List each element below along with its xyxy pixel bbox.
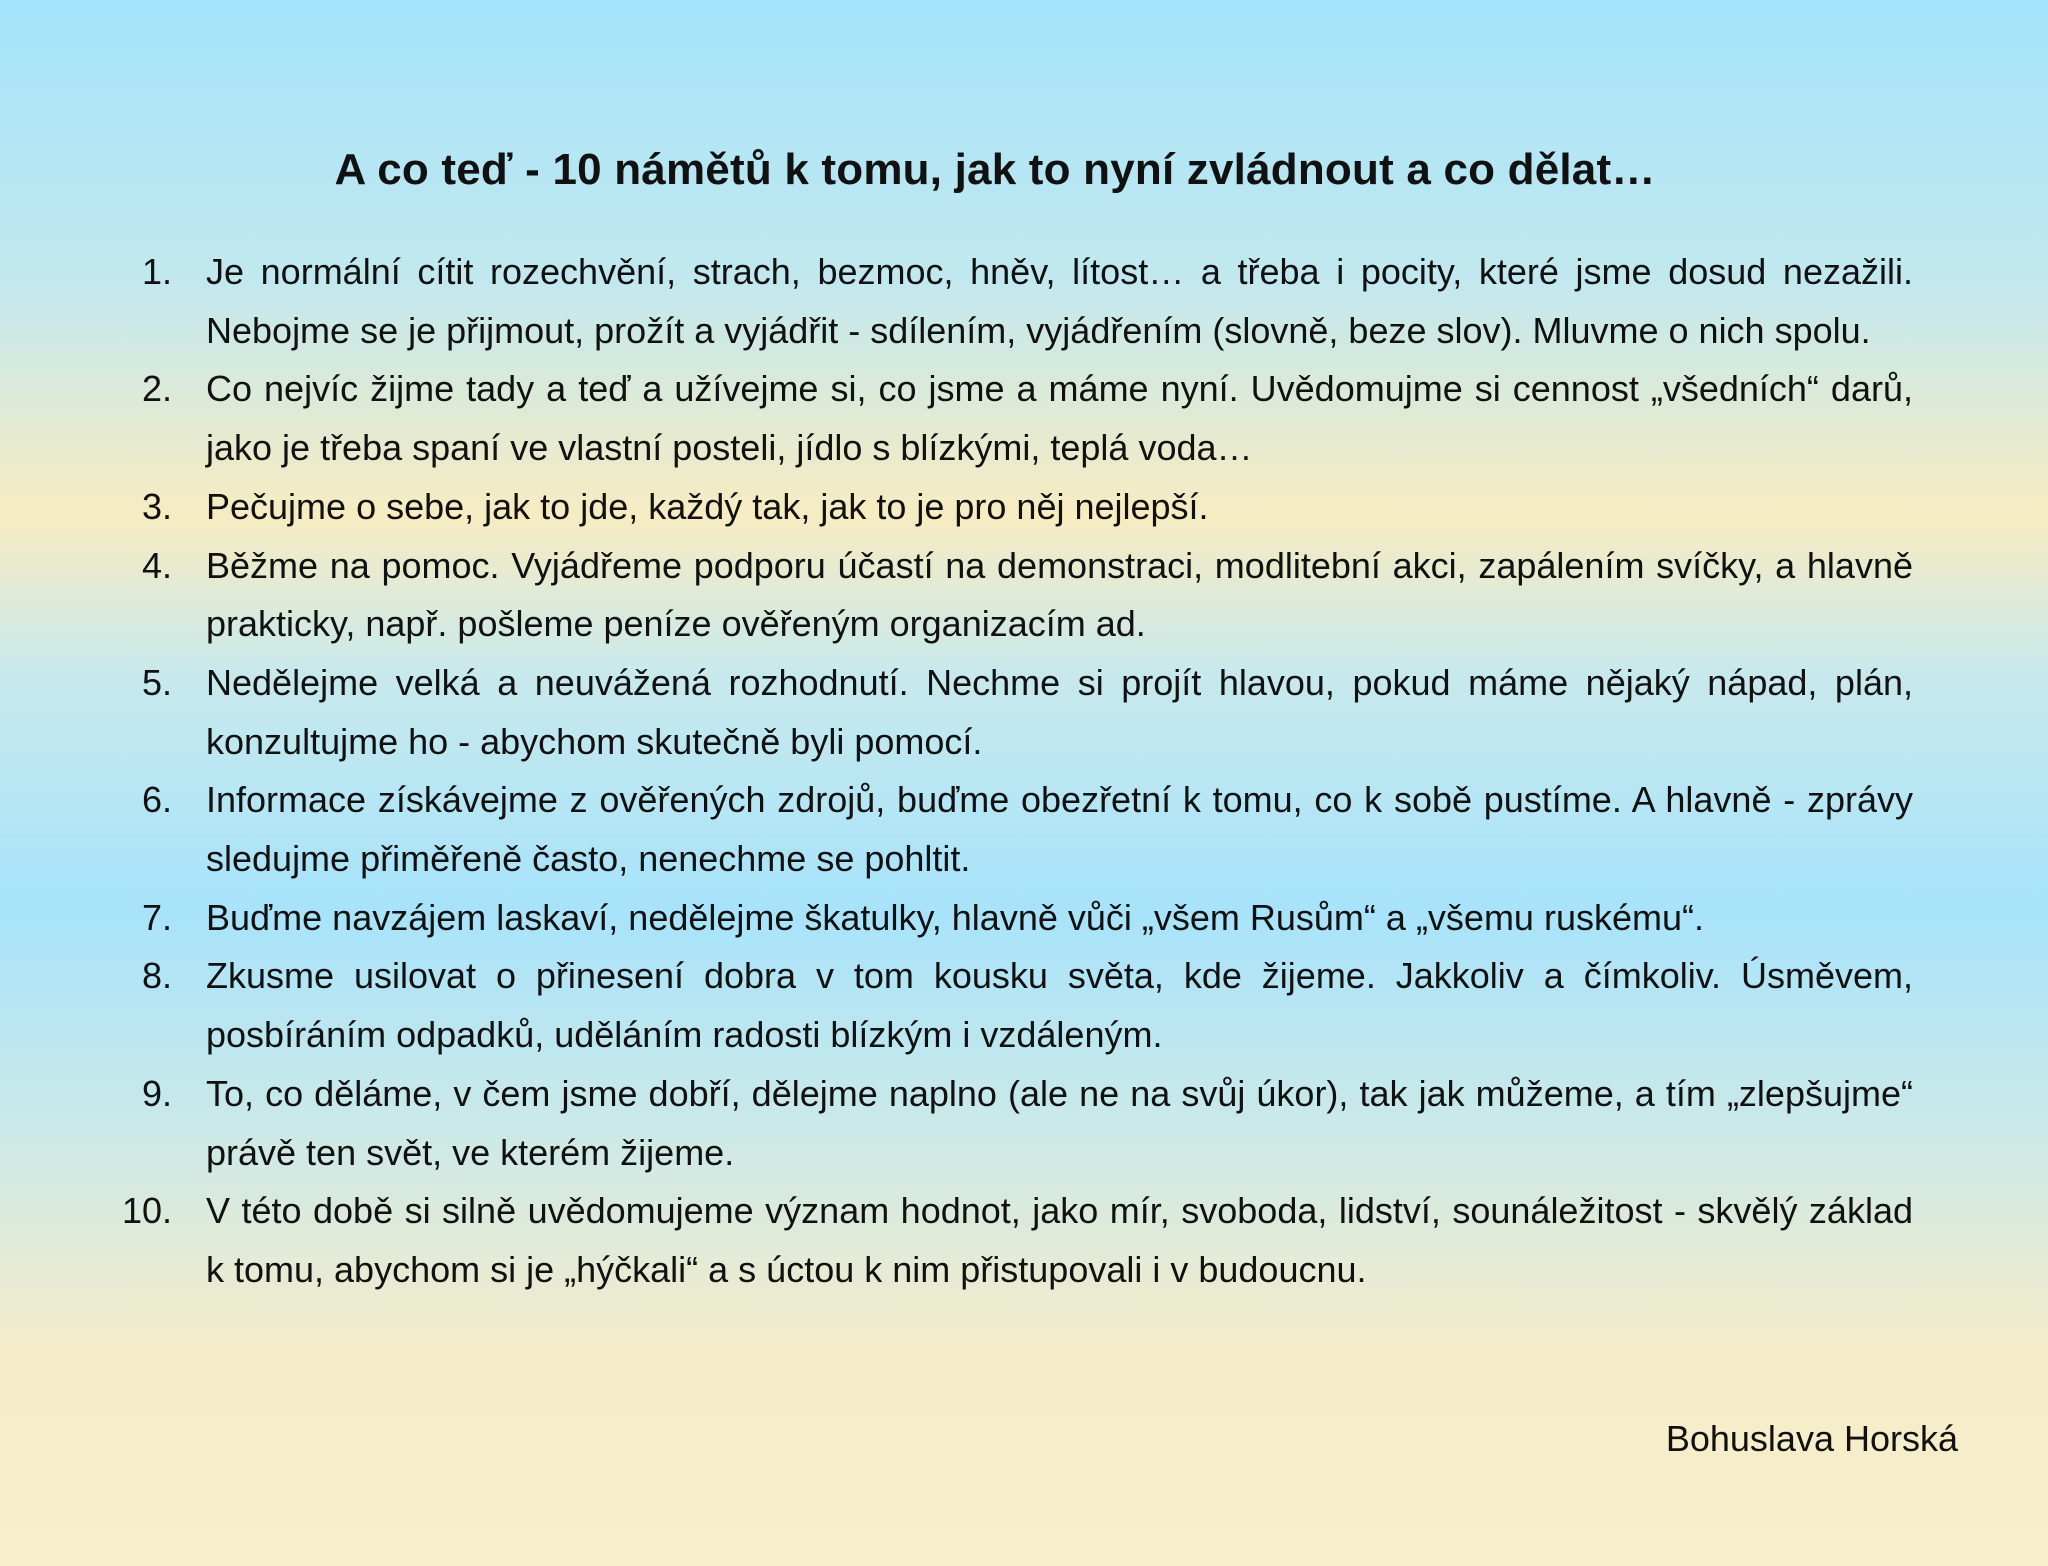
list-item-text: Je normální cítit rozechvění, strach, bezmoc, hněv, lítost… a třeba i pocity, které jsme dosud nezažili. Nebojme se je přijmout, prožít a vyjádřit - sdílením, vyjádřením (slovně, beze slov). Mluvme o nich spolu.: [206, 251, 1913, 351]
list-item-number: 8.: [141, 955, 172, 997]
list-item: [0, 771, 1913, 888]
list-item-number: 4.: [141, 544, 172, 586]
document-title: A co teď - 10 námětů k tomu, jak to nyní zvládnout a co dělat…: [334, 145, 1656, 194]
list-item-number: 2.: [141, 368, 172, 410]
list-item: [0, 537, 1913, 654]
list-item-number: 9.: [141, 1072, 172, 1114]
list-item: [0, 1065, 1913, 1182]
list-item-text: To, co děláme, v čem jsme dobří, dělejme naplno (ale ne na svůj úkor), tak jak můžeme, a tím „zlepšujme“ právě ten svět, ve kterém žijeme.: [206, 1072, 1913, 1173]
list-item: [0, 243, 1913, 360]
list-item: [0, 478, 1913, 537]
list-item-text: Buďme navzájem laskaví, nedělejme škatulky, hlavně vůči „všem Rusům“ a „všemu ruskému“.: [206, 896, 1704, 938]
list-item-number: 3.: [141, 485, 172, 527]
list-item: [0, 889, 1913, 948]
list-item-number: 6.: [141, 779, 172, 821]
list-item-text: V této době si silně uvědomujeme význam hodnot, jako mír, svoboda, lidství, sounáležitost - skvělý základ k tomu, abychom si je „hýčkali“ a s úctou k nim přistupovali i v budoucnu.: [206, 1190, 1913, 1290]
list-item-number: 1.: [141, 251, 172, 292]
list-item-number: 5.: [141, 661, 172, 703]
list-item-text: Informace získávejme z ověřených zdrojů, buďme obezřetní k tomu, co k sobě pustíme. A hlavně - zprávy sledujme přiměřeně často, nenechme se pohltit.: [206, 779, 1913, 880]
list-item-text: Pečujme o sebe, jak to jde, každý tak, jak to je pro něj nejlepší.: [206, 485, 1209, 527]
list-item-text: Nedělejme velká a neuvážená rozhodnutí. Nechme si projít hlavou, pokud máme nějaký nápad, plán, konzultujme ho - abychom skutečně byli pomocí.: [206, 661, 1913, 762]
list-item: [0, 1182, 1913, 1299]
list-item-text: Zkusme usilovat o přinesení dobra v tom kousku světa, kde žijeme. Jakkoliv a čímkoliv. Úsměvem, posbíráním odpadků, uděláním radosti blízkým i vzdáleným.: [206, 955, 1913, 1056]
list-item-number: 7.: [141, 896, 172, 938]
author-signature: Bohuslava Horská: [1665, 1418, 1958, 1459]
list-item-text: Běžme na pomoc. Vyjádřeme podporu účastí na demonstraci, modlitební akci, zapálením svíčky, a hlavně prakticky, např. pošleme peníze ověřeným organizacím ad.: [206, 544, 1913, 645]
list-item-text: Co nejvíc žijme tady a teď a užívejme si, co jsme a máme nyní. Uvědomujme si cennost „všedních“ darů, jako je třeba spaní ve vlastní posteli, jídlo s blízkými, teplá voda…: [206, 368, 1913, 469]
list-item: [0, 360, 1913, 477]
list-item-number: 10.: [121, 1190, 172, 1232]
list-item: [0, 947, 1913, 1064]
list-item: [0, 654, 1913, 771]
tips-list: [0, 243, 2048, 1300]
